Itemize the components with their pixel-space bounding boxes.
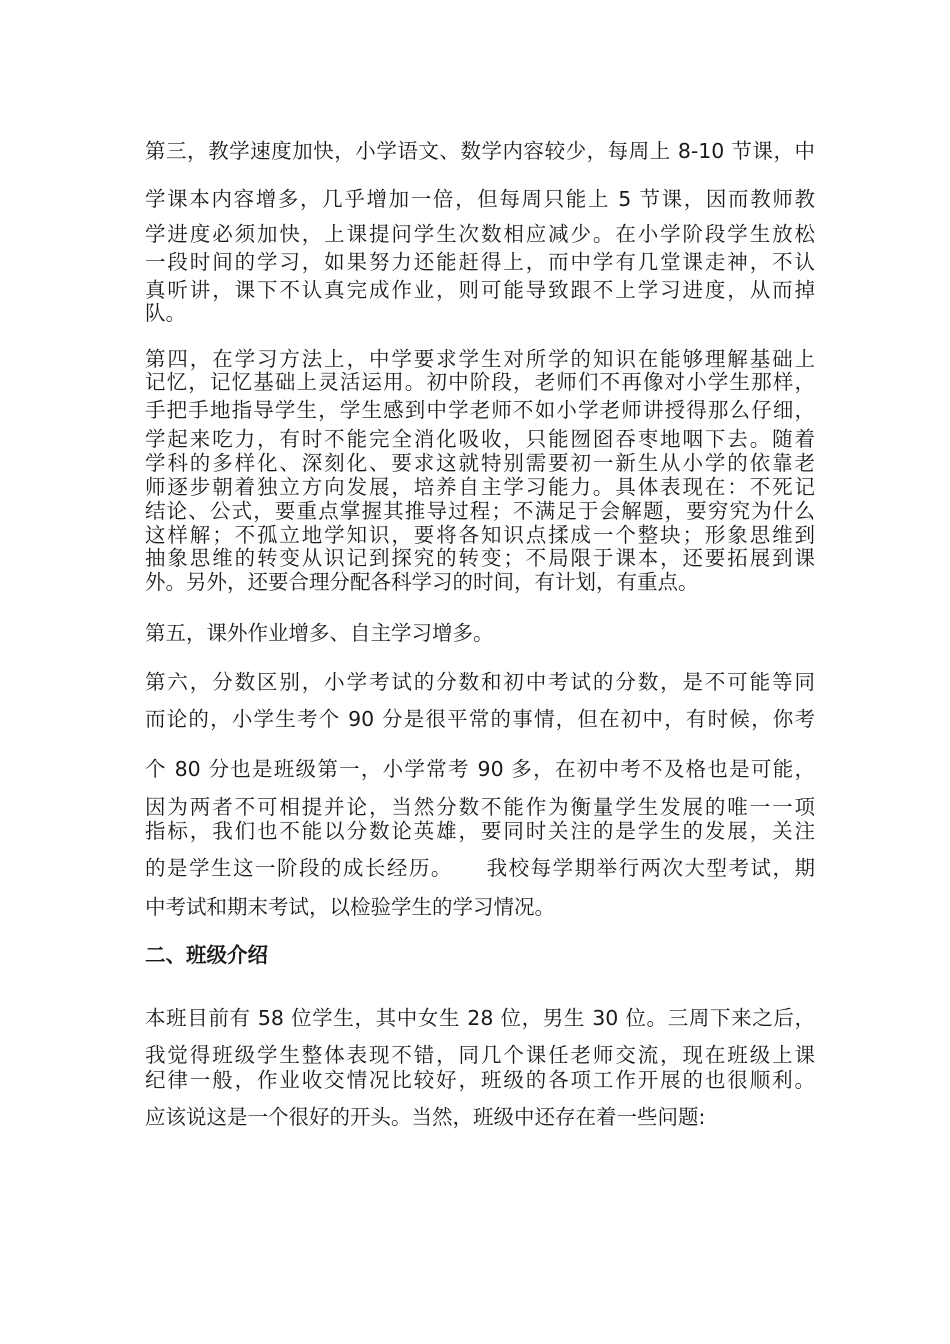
text-line: 外。另外，还要合理分配各科学习的时间，有计划，有重点。 (145, 570, 699, 594)
text-line: 本班目前有 58 位学生，其中女生 28 位，男生 30 位。三周下来之后， (145, 1006, 815, 1030)
text-line: 真听讲，课下不认真完成作业，则可能导致跟不上学习进度，从而掉 (145, 278, 815, 302)
text-line: 第六，分数区别，小学考试的分数和初中考试的分数，是不可能等同 (145, 670, 815, 694)
text-line: 中考试和期末考试，以检验学生的学习情况。 (145, 895, 555, 919)
text-line: 因为两者不可相提并论，当然分数不能作为衡量学生发展的唯一一项 (145, 795, 815, 819)
text-line: 而论的，小学生考个 90 分是很平常的事情，但在初中，有时候，你考 (145, 707, 815, 731)
text-line: 的是学生这一阶段的成长经历。 我校每学期举行两次大型考试，期 (145, 856, 815, 880)
text-line: 第四，在学习方法上，中学要求学生对所学的知识在能够理解基础上 (145, 347, 815, 371)
text-line: 我觉得班级学生整体表现不错，同几个课任老师交流，现在班级上课 (145, 1043, 815, 1067)
text-line: 学课本内容增多，几乎增加一倍，但每周只能上 5 节课，因而教师教 (145, 187, 815, 211)
text-line: 指标，我们也不能以分数论英雄，要同时关注的是学生的发展，关注 (145, 819, 815, 843)
text-line: 手把手地指导学生，学生感到中学老师不如小学老师讲授得那么仔细， (145, 398, 815, 422)
text-line: 结论、公式，要重点掌握其推导过程；不满足于会解题，要穷究为什么 (145, 499, 815, 523)
text-line: 第五，课外作业增多、自主学习增多。 (145, 621, 494, 645)
text-line: 学起来吃力，有时不能完全消化吸收，只能囫囵吞枣地咽下去。随着 (145, 427, 815, 451)
text-line: 个 80 分也是班级第一，小学常考 90 多，在初中考不及格也是可能， (145, 757, 815, 781)
text-line: 记忆，记忆基础上灵活运用。初中阶段，老师们不再像对小学生那样， (145, 370, 815, 394)
text-line: 应该说这是一个很好的开头。当然，班级中还存在着一些问题: (145, 1105, 706, 1129)
text-line: 这样解；不孤立地学知识，要将各知识点揉成一个整块；形象思维到 (145, 523, 815, 547)
text-line: 抽象思维的转变从识记到探究的转变；不局限于课本，还要拓展到课 (145, 546, 815, 570)
text-line: 一段时间的学习，如果努力还能赶得上，而中学有几堂课走神，不认 (145, 250, 815, 274)
text-line: 第三，教学速度加快，小学语文、数学内容较少，每周上 8-10 节课，中 (145, 139, 815, 163)
text-line: 学科的多样化、深刻化、要求这就特别需要初一新生从小学的依靠老 (145, 451, 815, 475)
heading-text: 二、班级介绍 (145, 943, 268, 967)
text-line: 队。 (145, 301, 186, 325)
text-line: 师逐步朝着独立方向发展，培养自主学习能力。具体表现在：不死记 (145, 475, 815, 499)
text-line: 纪律一般，作业收交情况比较好，班级的各项工作开展的也很顺利。 (145, 1068, 815, 1092)
text-line: 学进度必须加快，上课提问学生次数相应减少。在小学阶段学生放松 (145, 222, 815, 246)
